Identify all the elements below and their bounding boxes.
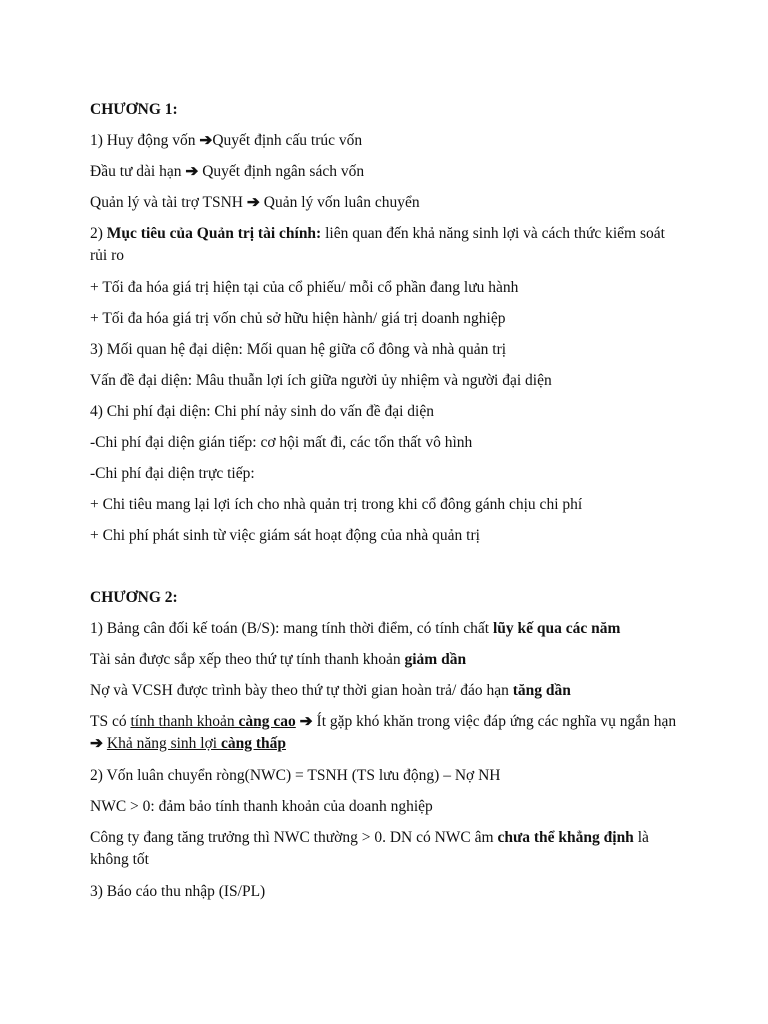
c2-line-assets-order: Tài sản được sắp xếp theo thứ tự tính thanh khoản giảm dần [90, 651, 467, 668]
c1-line-current-assets: Quản lý và tài trợ TSNH ➔ Quản lý vốn luân chuyển [90, 194, 420, 211]
c1-line-maximize-equity-value: + Tối đa hóa giá trị vốn chủ sở hữu hiện hành/ giá trị doanh nghiệp [90, 310, 506, 327]
document-page [90, 99, 680, 912]
c1-line-capital-raising: 1) Huy động vốn ➔Quyết định cấu trúc vốn [90, 132, 363, 149]
c1-line-long-term-investment: Đầu tư dài hạn ➔ Quyết định ngân sách vốn [90, 163, 365, 180]
chapter1-heading: CHƯƠNG 1: [90, 101, 178, 118]
c1-line-agency-relationship: 3) Mối quan hệ đại diện: Mối quan hệ giữa cổ đông và nhà quản trị [90, 341, 507, 358]
c1-line-monitoring-cost: + Chi phí phát sinh từ việc giám sát hoạt động của nhà quản trị [90, 527, 480, 544]
c1-line-objective: 2) Mục tiêu của Quản trị tài chính: liên quan đến khả năng sinh lợi và cách thức kiểm soát rủi ro [90, 225, 665, 264]
section-spacer [90, 556, 680, 587]
right-arrow-icon: ➔ [299, 713, 313, 730]
c1-line-agency-problem: Vấn đề đại diện: Mâu thuẫn lợi ích giữa người ủy nhiệm và người đại diện [90, 372, 552, 389]
c2-line-nwc-positive: NWC > 0: đảm bảo tính thanh khoản của doanh nghiệp [90, 798, 433, 815]
c2-line-nwc-growth: Công ty đang tăng trưởng thì NWC thường > 0. DN có NWC âm chưa thể khẳng định là không tốt [90, 829, 649, 868]
c1-line-direct-cost: -Chi phí đại diện trực tiếp: [90, 465, 255, 482]
right-arrow-icon: ➔ [185, 163, 199, 180]
c1-line-manager-spending: + Chi tiêu mang lại lợi ích cho nhà quản trị trong khi cổ đông gánh chịu chi phí [90, 496, 583, 513]
c2-line-nwc-formula: 2) Vốn luân chuyển ròng(NWC) = TSNH (TS lưu động) – Nợ NH [90, 767, 501, 784]
c2-line-liabilities-order: Nợ và VCSH được trình bày theo thứ tự thời gian hoàn trả/ đáo hạn tăng dần [90, 682, 571, 699]
c1-line-indirect-cost: -Chi phí đại diện gián tiếp: cơ hội mất đi, các tổn thất vô hình [90, 434, 473, 451]
c1-line-agency-cost: 4) Chi phí đại diện: Chi phí nảy sinh do vấn đề đại diện [90, 403, 434, 420]
right-arrow-icon: ➔ [246, 194, 260, 211]
c2-line-income-statement: 3) Báo cáo thu nhập (IS/PL) [90, 883, 266, 900]
right-arrow-icon: ➔ [199, 132, 213, 149]
chapter2-heading: CHƯƠNG 2: [90, 589, 178, 606]
right-arrow-icon: ➔ [90, 735, 103, 752]
c2-line-balance-sheet: 1) Bảng cân đối kế toán (B/S): mang tính thời điểm, có tính chất lũy kế qua các năm [90, 620, 621, 637]
c2-line-liquidity-tradeoff: TS có tính thanh khoản càng cao ➔ Ít gặp khó khăn trong việc đáp ứng các nghĩa vụ ngắn hạn ➔ Khả năng sinh lợi càng thấp [90, 713, 677, 752]
c1-line-maximize-share-value: + Tối đa hóa giá trị hiện tại của cổ phiếu/ mỗi cổ phần đang lưu hành [90, 279, 519, 296]
